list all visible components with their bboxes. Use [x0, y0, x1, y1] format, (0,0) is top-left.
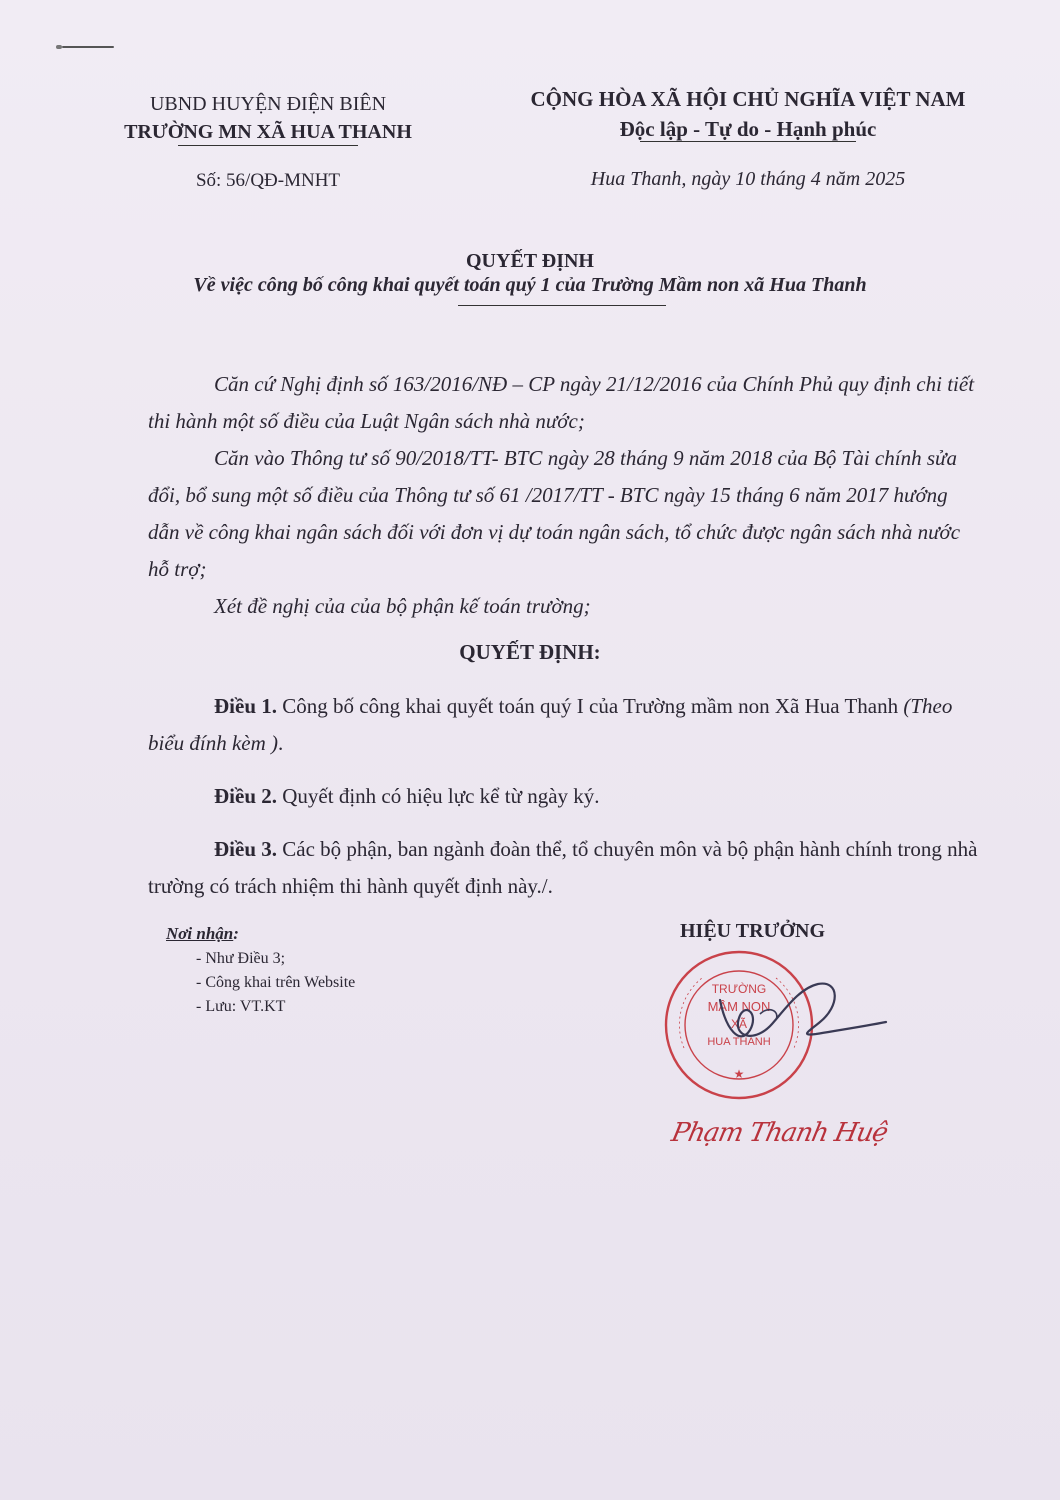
- org-line-1: UBND HUYỆN ĐIỆN BIÊN: [149, 93, 387, 115]
- svg-text:★: ★: [733, 1067, 745, 1081]
- nation-line-2: Độc lập - Tự do - Hạnh phúc: [619, 117, 877, 141]
- recipients-colon: :: [233, 924, 239, 943]
- signer-name: Phạm Thanh Huệ: [668, 1118, 891, 1148]
- preamble: [148, 366, 980, 625]
- article-3: [148, 831, 980, 905]
- recipients-title: Nơi nhận: [166, 924, 234, 943]
- article-label: Điều 2.: [214, 784, 277, 808]
- svg-text:XÃ: XÃ: [730, 1017, 748, 1031]
- subject-underline: [458, 305, 666, 306]
- org-underline: [178, 145, 358, 146]
- recipient-item: - Công khai trên Website: [196, 974, 356, 991]
- article-1: [148, 688, 980, 762]
- article-note: (Theo biểu đính kèm ): [148, 694, 953, 755]
- recipient-item: - Lưu: VT.KT: [196, 998, 286, 1015]
- article-tail: .: [278, 731, 284, 755]
- article-label: Điều 1.: [214, 694, 277, 718]
- recipients-block: [166, 922, 355, 1019]
- article-text: Các bộ phận, ban ngành đoàn thể, tổ chuyên môn và bộ phận hành chính trong nhà trường có trách nhiệm thi hành quyết định này./.: [148, 837, 978, 898]
- recipient-item: - Như Điều 3;: [196, 950, 286, 967]
- preamble-item: Xét đề nghị của của bộ phận kế toán trường;: [214, 594, 591, 618]
- preamble-item: Căn vào Thông tư số 90/2018/TT- BTC ngày 28 tháng 9 năm 2018 của Bộ Tài chính sửa đổi, bổ sung một số điều của Thông tư số 61 /2017/TT - BTC ngày 15 tháng 6 năm 2017 hướng dẫn về công khai ngân sách đối với đơn vị dự toán ngân sách, tổ chức được ngân sách nhà nước hỗ trợ;: [148, 446, 961, 581]
- document-title: QUYẾT ĐỊNH: [466, 250, 594, 272]
- decision-heading: QUYẾT ĐỊNH:: [459, 640, 601, 664]
- svg-text:HUA THANH: HUA THANH: [707, 1036, 771, 1048]
- national-motto: [498, 84, 998, 144]
- preamble-item: Căn cứ Nghị định số 163/2016/NĐ – CP ngày 21/12/2016 của Chính Phủ quy định chi tiết thi hành một số điều của Luật Ngân sách nhà nước;: [148, 372, 975, 433]
- article-2: [148, 778, 980, 815]
- document-number: Số: 56/QĐ-MNHT: [195, 170, 341, 191]
- article-label: Điều 3.: [214, 837, 277, 861]
- article-text: Quyết định có hiệu lực kể từ ngày ký.: [277, 784, 600, 808]
- handwritten-signature-icon: [690, 960, 890, 1070]
- issuing-authority: [88, 90, 448, 146]
- svg-text:TRƯỜNG: TRƯỜNG: [711, 982, 767, 996]
- signer-position: HIỆU TRƯỞNG: [680, 920, 826, 942]
- svg-text:MẦM NON: MẦM NON: [707, 999, 771, 1014]
- document-subject: Về việc công bố công khai quyết toán quý 1 của Trường Mầm non xã Hua Thanh: [193, 274, 867, 296]
- articles: [148, 688, 980, 921]
- recipients-list: [196, 947, 355, 1019]
- date-line: Hua Thanh, ngày 10 tháng 4 năm 2025: [590, 168, 906, 190]
- motto-underline: [640, 141, 856, 142]
- staple-mark: [62, 46, 114, 48]
- nation-line-1: CỘNG HÒA XÃ HỘI CHỦ NGHĨA VIỆT NAM: [530, 87, 966, 111]
- org-line-2: TRƯỜNG MN XÃ HUA THANH: [124, 121, 412, 143]
- article-text: Công bố công khai quyết toán quý I của Trường mầm non Xã Hua Thanh: [277, 694, 904, 718]
